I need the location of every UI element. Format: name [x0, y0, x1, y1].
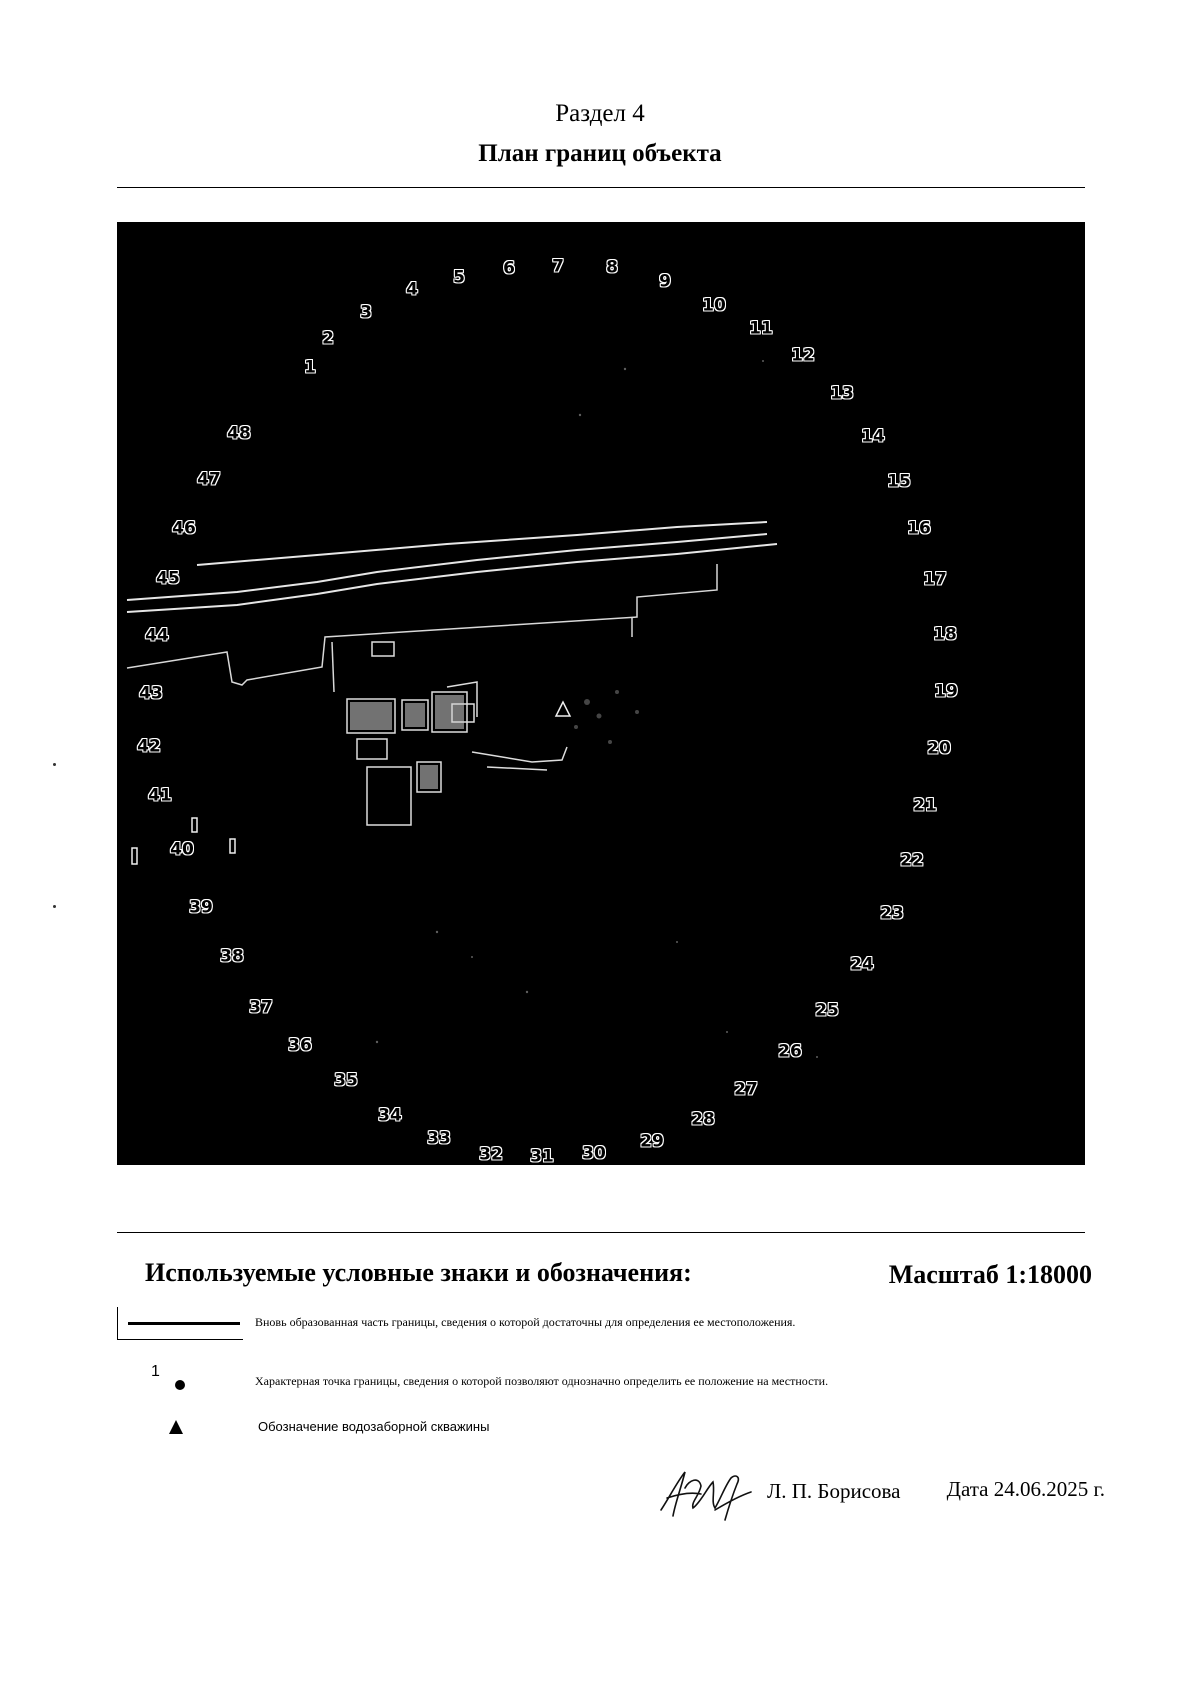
boundary-point-label: 18 — [933, 624, 957, 645]
legend-heading: Используемые условные знаки и обозначения: — [145, 1258, 692, 1287]
boundary-point-label: 4 — [406, 279, 418, 300]
boundary-point-label: 36 — [288, 1035, 312, 1056]
margin-mark — [53, 763, 56, 766]
boundary-point-label: 17 — [923, 569, 947, 590]
boundary-point-label: 46 — [172, 518, 196, 539]
document-date: Дата 24.06.2025 г. — [946, 1477, 1105, 1501]
boundary-point-label: 14 — [861, 426, 885, 447]
boundary-point-label: 28 — [691, 1109, 715, 1130]
boundary-point-icon — [175, 1380, 185, 1390]
boundary-point-label: 8 — [606, 257, 618, 278]
boundary-point-label: 48 — [227, 423, 251, 444]
boundary-point-label: 5 — [453, 267, 465, 288]
signature-icon — [655, 1458, 765, 1528]
boundary-point-label: 35 — [334, 1070, 358, 1091]
map-scale: Масштаб 1:18000 — [888, 1260, 1092, 1289]
boundary-point-label: 39 — [189, 897, 213, 918]
boundary-point-label: 38 — [220, 946, 244, 967]
boundary-point-label: 26 — [778, 1041, 802, 1062]
legend-boundary-point-text: Характерная точка границы, сведения о которой позволяют однозначно определить ее положение на местности. — [255, 1374, 829, 1388]
top-divider — [117, 187, 1085, 188]
boundary-point-label: 47 — [197, 469, 221, 490]
boundary-point-label: 33 — [427, 1128, 451, 1149]
boundary-point-label: 2 — [322, 328, 334, 349]
boundary-point-label: 20 — [927, 738, 951, 759]
bottom-divider — [117, 1232, 1085, 1233]
boundary-fence — [127, 564, 717, 692]
boundary-point-label: 23 — [880, 903, 904, 924]
document-title: План границ объекта — [478, 140, 722, 167]
boundary-map — [117, 222, 1085, 1165]
boundary-point-label: 21 — [913, 795, 937, 816]
boundary-point-label: 1 — [304, 357, 316, 378]
boundary-point-label: 45 — [156, 568, 180, 589]
boundary-point-label: 43 — [139, 683, 163, 704]
boundary-point-label: 7 — [552, 256, 564, 277]
boundary-point-label: 16 — [907, 518, 931, 539]
well-triangle-icon — [169, 1420, 183, 1434]
boundary-point-label: 32 — [479, 1144, 503, 1165]
boundary-point-label: 29 — [640, 1131, 664, 1152]
boundary-line-icon — [128, 1322, 240, 1325]
boundary-point-label: 22 — [900, 850, 924, 871]
boundary-point-label: 3 — [360, 302, 372, 323]
boundary-point-label: 41 — [148, 785, 172, 806]
vegetation — [574, 690, 639, 744]
boundary-point-label: 25 — [815, 1000, 839, 1021]
boundary-point-label: 24 — [850, 954, 874, 975]
boundary-point-label: 9 — [659, 271, 671, 292]
boundary-point-label: 37 — [249, 997, 273, 1018]
boundary-point-label: 19 — [934, 681, 958, 702]
legend-point-number: 1 — [151, 1363, 160, 1380]
boundary-point-label: 44 — [145, 625, 169, 646]
legend-boundary-line-text: Вновь образованная часть границы, сведения о которой достаточны для определения ее местоположения. — [255, 1315, 796, 1329]
legend-well-text: Обозначение водозаборной скважины — [258, 1419, 490, 1434]
well-marker-icon — [556, 702, 570, 716]
signer-name: Л. П. Борисова — [767, 1479, 901, 1503]
boundary-point-label: 42 — [137, 736, 161, 757]
boundary-point-label: 13 — [830, 383, 854, 404]
boundary-point-label: 40 — [170, 839, 194, 860]
boundary-point-label: 30 — [582, 1143, 606, 1164]
section-number: Раздел 4 — [555, 100, 645, 127]
boundary-point-label: 6 — [503, 258, 515, 279]
building-cluster — [347, 642, 567, 825]
boundary-point-label: 12 — [791, 345, 815, 366]
margin-mark — [53, 905, 56, 908]
boundary-point-label: 10 — [702, 295, 726, 316]
boundary-point-label: 11 — [749, 318, 773, 339]
boundary-point-label: 15 — [887, 471, 911, 492]
road-corridor — [127, 518, 777, 612]
boundary-point-label: 27 — [734, 1079, 758, 1100]
boundary-point-label: 34 — [378, 1105, 402, 1126]
boundary-point-label: 31 — [530, 1146, 554, 1165]
